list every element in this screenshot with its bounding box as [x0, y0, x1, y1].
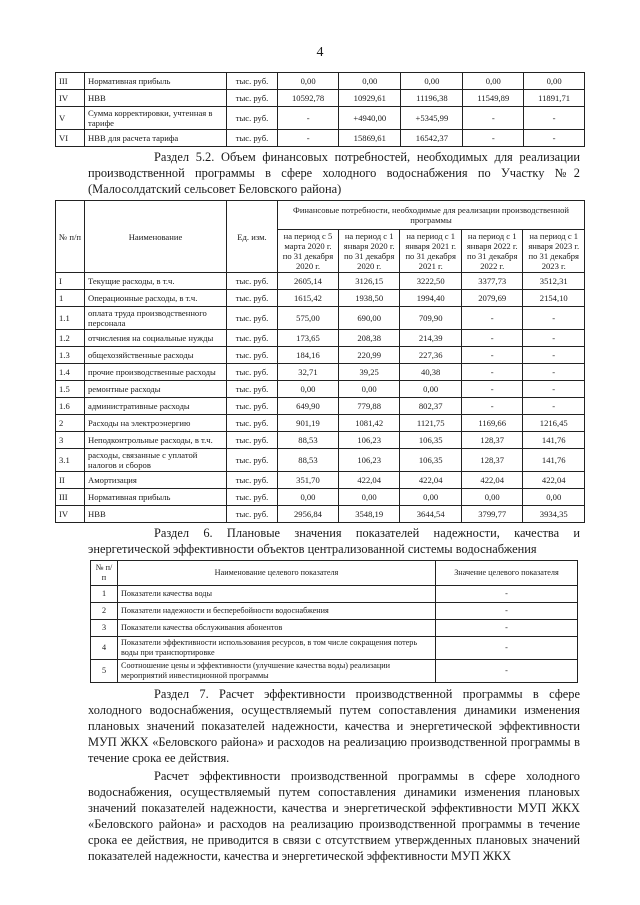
row-num: III — [56, 73, 85, 90]
value-cell: 0,00 — [338, 489, 400, 506]
value-cell: 779,88 — [338, 398, 400, 415]
table-row — [56, 73, 585, 90]
table-row — [56, 489, 585, 506]
row-unit: тыс. руб. — [227, 432, 278, 449]
row-unit: тыс. руб. — [227, 330, 278, 347]
value-cell: 32,71 — [278, 364, 339, 381]
value-cell: 1169,66 — [461, 415, 523, 432]
value-cell: 214,39 — [400, 330, 462, 347]
value-cell: 3799,77 — [461, 506, 523, 523]
table-row — [56, 432, 585, 449]
row-name: Показатели эффективности использования ресурсов, в том числе сокращения потерь воды при транспортировке — [118, 637, 436, 660]
row-num: 5 — [91, 660, 118, 683]
row-num: III — [56, 489, 85, 506]
value-cell: 0,00 — [339, 73, 401, 90]
row-num: 1.4 — [56, 364, 85, 381]
row-name: Нормативная прибыль — [85, 489, 227, 506]
value-cell: 15869,61 — [339, 130, 401, 147]
value-cell: 106,35 — [400, 449, 462, 472]
row-value: - — [436, 660, 578, 683]
value-cell: 10929,61 — [339, 90, 401, 107]
value-cell: - — [461, 398, 523, 415]
table-row — [91, 620, 578, 637]
row-num: 3 — [91, 620, 118, 637]
row-name: административные расходы — [85, 398, 227, 415]
value-cell: 11196,38 — [401, 90, 463, 107]
value-cell: 39,25 — [338, 364, 400, 381]
target-indicators-table — [90, 560, 578, 683]
row-name: Расходы на электроэнергию — [85, 415, 227, 432]
row-unit: тыс. руб. — [227, 73, 278, 90]
header-name: Наименование — [85, 201, 227, 273]
row-num: 1.6 — [56, 398, 85, 415]
value-cell: 0,00 — [461, 489, 523, 506]
table-row — [56, 307, 585, 330]
value-cell: 208,38 — [338, 330, 400, 347]
row-unit: тыс. руб. — [227, 90, 278, 107]
row-name: НВВ для расчета тарифа — [85, 130, 227, 147]
value-cell: 0,00 — [401, 73, 463, 90]
row-name: Амортизация — [85, 472, 227, 489]
row-num: 1 — [91, 586, 118, 603]
value-cell: 3934,35 — [523, 506, 585, 523]
header-unit: Ед. изм. — [227, 201, 278, 273]
value-cell: 422,04 — [338, 472, 400, 489]
value-cell: 422,04 — [523, 472, 585, 489]
value-cell: 184,16 — [278, 347, 339, 364]
value-cell: 0,00 — [338, 381, 400, 398]
value-cell: 2605,14 — [278, 273, 339, 290]
header-group: Финансовые потребности, необходимые для реализации производственной программы — [278, 201, 585, 230]
value-cell: 173,65 — [278, 330, 339, 347]
table-row — [91, 637, 578, 660]
row-name: Текущие расходы, в т.ч. — [85, 273, 227, 290]
value-cell: - — [463, 130, 524, 147]
table-row — [91, 603, 578, 620]
value-cell: 351,70 — [278, 472, 339, 489]
value-cell: 11549,89 — [463, 90, 524, 107]
row-unit: тыс. руб. — [227, 307, 278, 330]
value-cell: 575,00 — [278, 307, 339, 330]
value-cell: 106,35 — [400, 432, 462, 449]
value-cell: 10592,78 — [278, 90, 339, 107]
table-row — [56, 347, 585, 364]
value-cell: 88,53 — [278, 432, 339, 449]
value-cell: 1121,75 — [400, 415, 462, 432]
value-cell: 0,00 — [400, 489, 462, 506]
table-row — [56, 506, 585, 523]
row-num: I — [56, 273, 85, 290]
value-cell: 3512,31 — [523, 273, 585, 290]
table-row — [56, 415, 585, 432]
value-cell: - — [463, 107, 524, 130]
row-num: 3.1 — [56, 449, 85, 472]
row-name: Операционные расходы, в т.ч. — [85, 290, 227, 307]
value-cell: 141,76 — [523, 449, 585, 472]
table-row — [56, 330, 585, 347]
row-num: 1.1 — [56, 307, 85, 330]
body-paragraph: Расчет эффективности производственной программы в сфере холодного водоснабжения, осуществляемый путем сопоставления динамики изменения плановых значений показателей надежности, качества и энергетической эффективности МУП ЖКХ «Беловского района» и расходов на реализацию производственной программы в течение срока ее действия, не приводится в связи с отсутствием утвержденных плановых значений показателей надежности, качества и энергетической эффективности МУП ЖКХ — [88, 769, 580, 863]
value-cell: 88,53 — [278, 449, 339, 472]
row-unit: тыс. руб. — [227, 273, 278, 290]
value-cell: 422,04 — [400, 472, 462, 489]
row-name: Показатели качества воды — [118, 586, 436, 603]
row-num: IV — [56, 90, 85, 107]
value-cell: - — [461, 381, 523, 398]
table-row — [56, 130, 585, 147]
row-name: прочие производственные расходы — [85, 364, 227, 381]
value-cell: 802,37 — [400, 398, 462, 415]
row-unit: тыс. руб. — [227, 398, 278, 415]
value-cell: 0,00 — [400, 381, 462, 398]
header-num: № п/п — [56, 201, 85, 273]
row-num: 1.5 — [56, 381, 85, 398]
row-unit: тыс. руб. — [227, 506, 278, 523]
value-cell: 2079,69 — [461, 290, 523, 307]
row-name: Нормативная прибыль — [85, 73, 227, 90]
value-cell: 422,04 — [461, 472, 523, 489]
value-cell: 106,23 — [338, 449, 400, 472]
row-num: 3 — [56, 432, 85, 449]
value-cell: 1615,42 — [278, 290, 339, 307]
value-cell: 0,00 — [278, 489, 339, 506]
row-unit: тыс. руб. — [227, 107, 278, 130]
row-num: 2 — [91, 603, 118, 620]
row-name: общехозяйственные расходы — [85, 347, 227, 364]
value-cell: 3126,15 — [338, 273, 400, 290]
table-row — [56, 273, 585, 290]
row-num: 1.2 — [56, 330, 85, 347]
value-cell: - — [524, 130, 585, 147]
row-num: VI — [56, 130, 85, 147]
value-cell: - — [523, 307, 585, 330]
row-value: - — [436, 603, 578, 620]
value-cell: 141,76 — [523, 432, 585, 449]
value-cell: 16542,37 — [401, 130, 463, 147]
row-unit: тыс. руб. — [227, 347, 278, 364]
table-row — [56, 381, 585, 398]
value-cell: 649,90 — [278, 398, 339, 415]
value-cell: 3222,50 — [400, 273, 462, 290]
row-name: расходы, связанные с уплатой налогов и сборов — [85, 449, 227, 472]
table-row — [91, 660, 578, 683]
row-num: 2 — [56, 415, 85, 432]
value-cell: - — [278, 130, 339, 147]
row-value: - — [436, 620, 578, 637]
value-cell: 901,19 — [278, 415, 339, 432]
value-cell: 0,00 — [463, 73, 524, 90]
row-unit: тыс. руб. — [227, 449, 278, 472]
value-cell: +4940,00 — [339, 107, 401, 130]
table-row — [56, 90, 585, 107]
value-cell: - — [461, 347, 523, 364]
value-cell: - — [523, 381, 585, 398]
table-row — [91, 586, 578, 603]
row-value: - — [436, 586, 578, 603]
table-row — [56, 398, 585, 415]
table-row — [56, 449, 585, 472]
row-unit: тыс. руб. — [227, 381, 278, 398]
row-name: отчисления на социальные нужды — [85, 330, 227, 347]
value-cell: 0,00 — [278, 73, 339, 90]
header-period: на период с 1 января 2023 г. по 31 декабря 2023 г. — [523, 230, 585, 273]
value-cell: 3548,19 — [338, 506, 400, 523]
value-cell: - — [523, 347, 585, 364]
header-name: Наименование целевого показателя — [118, 561, 436, 586]
header-period: на период с 1 января 2021 г. по 31 декабря 2021 г. — [400, 230, 462, 273]
value-cell: 709,90 — [400, 307, 462, 330]
value-cell: 227,36 — [400, 347, 462, 364]
row-num: 1.3 — [56, 347, 85, 364]
table-row — [56, 107, 585, 130]
value-cell: 1994,40 — [400, 290, 462, 307]
row-name: оплата труда производственного персонала — [85, 307, 227, 330]
header-value: Значение целевого показателя — [436, 561, 578, 586]
header-period: на период с 5 марта 2020 г. по 31 декабря 2020 г. — [278, 230, 339, 273]
row-unit: тыс. руб. — [227, 364, 278, 381]
row-name: НВВ — [85, 506, 227, 523]
value-cell: 2956,84 — [278, 506, 339, 523]
row-num: II — [56, 472, 85, 489]
value-cell: - — [523, 398, 585, 415]
row-value: - — [436, 637, 578, 660]
value-cell: 40,38 — [400, 364, 462, 381]
row-name: Показатели качества обслуживания абонентов — [118, 620, 436, 637]
value-cell: 1938,50 — [338, 290, 400, 307]
value-cell: 128,37 — [461, 449, 523, 472]
value-cell: - — [523, 364, 585, 381]
value-cell: 106,23 — [338, 432, 400, 449]
value-cell: 128,37 — [461, 432, 523, 449]
value-cell: 1216,45 — [523, 415, 585, 432]
value-cell: - — [524, 107, 585, 130]
table-row — [56, 290, 585, 307]
value-cell: - — [523, 330, 585, 347]
row-name: Показатели надежности и бесперебойности водоснабжения — [118, 603, 436, 620]
value-cell: 0,00 — [523, 489, 585, 506]
row-name: Соотношение цены и эффективности (улучшение качества воды) реализации мероприятий инвестиционной программы — [118, 660, 436, 683]
value-cell: 11891,71 — [524, 90, 585, 107]
header-period: на период с 1 января 2020 г. по 31 декабря 2020 г. — [338, 230, 400, 273]
row-name: Неподконтрольные расходы, в т.ч. — [85, 432, 227, 449]
value-cell: - — [461, 307, 523, 330]
row-unit: тыс. руб. — [227, 290, 278, 307]
value-cell: +5345,99 — [401, 107, 463, 130]
value-cell: 0,00 — [524, 73, 585, 90]
section-7-heading: Раздел 7. Расчет эффективности производственной программы в сфере холодного водоснабжения, осуществляемый путем сопоставления динамики изменения плановых значений показателей надежности, качества и энергетической эффективности МУП ЖКХ «Беловского района» и расходов на реализацию производственной программы в течение срока ее действия. — [88, 687, 580, 765]
value-cell: 0,00 — [278, 381, 339, 398]
row-unit: тыс. руб. — [227, 130, 278, 147]
value-cell: 1081,42 — [338, 415, 400, 432]
row-num: IV — [56, 506, 85, 523]
value-cell: 2154,10 — [523, 290, 585, 307]
row-unit: тыс. руб. — [227, 489, 278, 506]
page-number: 4 — [316, 45, 324, 60]
row-num: 4 — [91, 637, 118, 660]
row-unit: тыс. руб. — [227, 472, 278, 489]
row-unit: тыс. руб. — [227, 415, 278, 432]
value-cell: 3377,73 — [461, 273, 523, 290]
value-cell: - — [278, 107, 339, 130]
tariff-table — [55, 72, 585, 147]
row-num: V — [56, 107, 85, 130]
table-row — [56, 472, 585, 489]
value-cell: - — [461, 364, 523, 381]
row-name: НВВ — [85, 90, 227, 107]
value-cell: 220,99 — [338, 347, 400, 364]
row-name: ремонтные расходы — [85, 381, 227, 398]
financial-needs-table — [55, 200, 585, 523]
header-num: № п/п — [91, 561, 118, 586]
value-cell: - — [461, 330, 523, 347]
row-name: Сумма корректировки, учтенная в тарифе — [85, 107, 227, 130]
row-num: 1 — [56, 290, 85, 307]
header-period: на период с 1 января 2022 г. по 31 декабря 2022 г. — [461, 230, 523, 273]
value-cell: 3644,54 — [400, 506, 462, 523]
table-row — [56, 364, 585, 381]
section-5-2-heading: Раздел 5.2. Объем финансовых потребностей, необходимых для реализации производственной программы в сфере холодного водоснабжения по Участку №2 (Малосолдатский сельсовет Беловского района) — [88, 150, 580, 196]
value-cell: 690,00 — [338, 307, 400, 330]
section-6-heading: Раздел 6. Плановые значения показателей надежности, качества и энергетической эффективности объектов централизованной системы водоснабжения — [88, 526, 580, 556]
